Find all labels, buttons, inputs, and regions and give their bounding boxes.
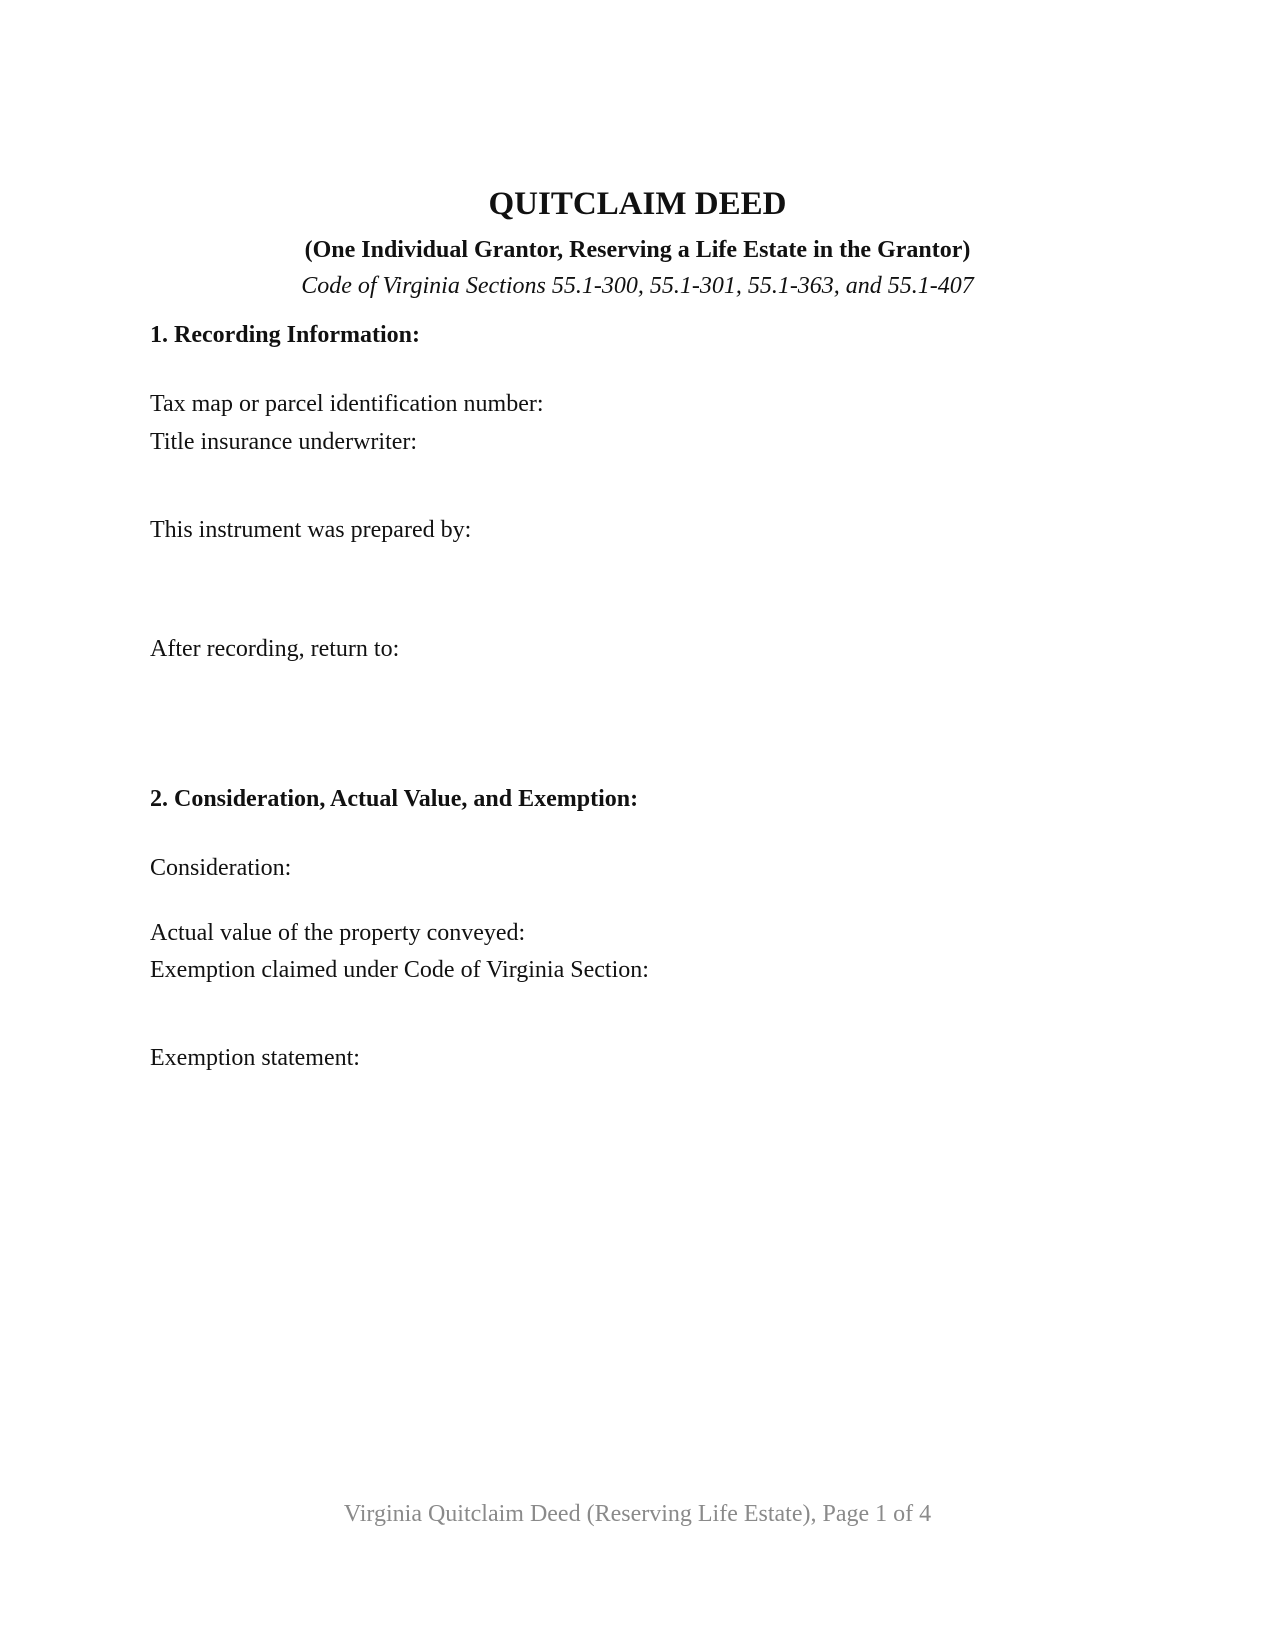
document-title: QUITCLAIM DEED xyxy=(488,186,787,222)
tax-map-label: Tax map or parcel identification number: xyxy=(150,391,544,417)
section-heading-consideration: 2. Consideration, Actual Value, and Exemption: xyxy=(150,786,639,812)
section-heading-recording-information: 1. Recording Information: xyxy=(150,322,420,348)
actual-value-label: Actual value of the property conveyed: xyxy=(150,920,526,946)
page-footer: Virginia Quitclaim Deed (Reserving Life Estate), Page 1 of 4 xyxy=(343,1501,932,1527)
title-insurance-label: Title insurance underwriter: xyxy=(150,429,418,455)
document-subtitle: (One Individual Grantor, Reserving a Life Estate in the Grantor) xyxy=(304,237,971,263)
prepared-by-label: This instrument was prepared by: xyxy=(150,517,472,543)
return-to-label: After recording, return to: xyxy=(150,636,400,662)
consideration-label: Consideration: xyxy=(150,855,292,881)
exemption-section-label: Exemption claimed under Code of Virginia Section: xyxy=(150,957,649,983)
exemption-statement-label: Exemption statement: xyxy=(150,1045,360,1071)
code-reference: Code of Virginia Sections 55.1-300, 55.1-301, 55.1-363, and 55.1-407 xyxy=(301,273,974,299)
